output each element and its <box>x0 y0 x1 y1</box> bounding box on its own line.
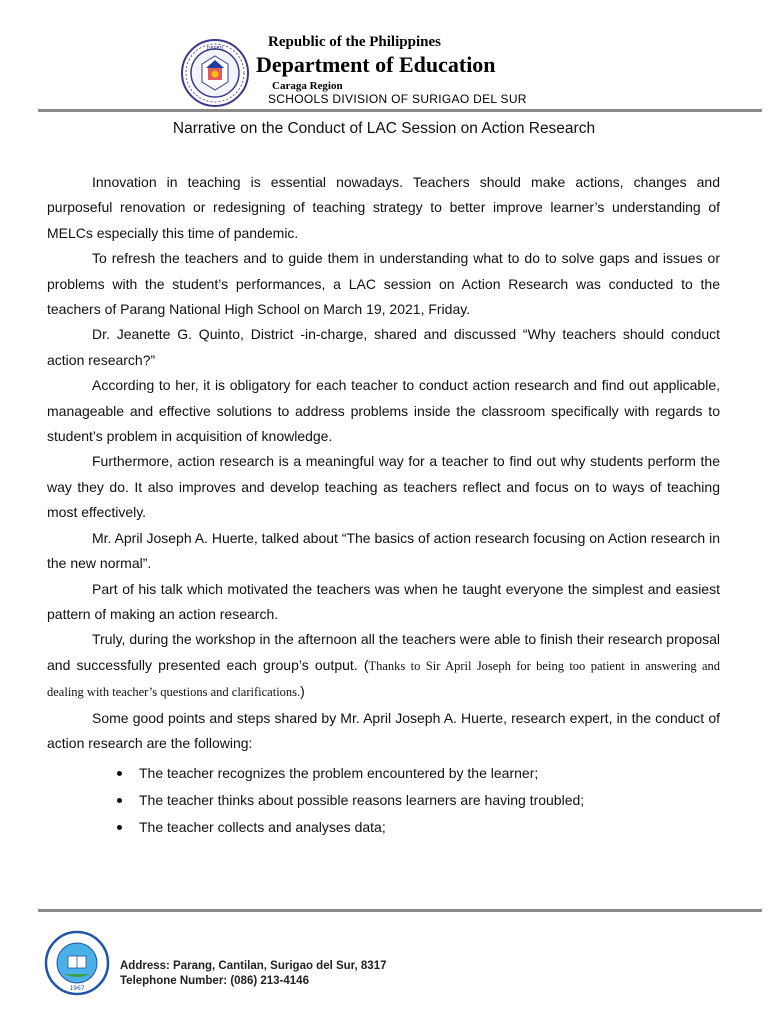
deped-seal-logo <box>180 38 250 108</box>
footer-divider <box>38 909 762 912</box>
list-item-text: The teacher recognizes the problem encountered by the learner; <box>139 765 539 782</box>
footer-address: Address: Parang, Cantilan, Surigao del Sur, 8317 <box>120 960 387 972</box>
paragraph: Part of his talk which motivated the teachers was when he taught everyone the simplest and easiest pattern of making an action research. <box>47 580 720 622</box>
bullet-dot <box>117 798 122 803</box>
bullet-dot <box>117 771 122 776</box>
document-title: Narrative on the Conduct of LAC Session on Action Research <box>172 120 596 137</box>
paragraph-workshop <box>47 627 720 705</box>
steps-list <box>47 760 720 841</box>
workshop-aside: Thanks to Sir April Joseph for being too patient in answering and dealing with teacher’s questions and clarifications. <box>47 658 720 700</box>
workshop-text: Truly, during the workshop in the afternoon all the teachers were able to finish their research proposal and successfully presented each group’s output. ( <box>47 631 720 673</box>
paragraph: Dr. Jeanette G. Quinto, District -in-charge, shared and discussed “Why teachers should conduct action research?” <box>47 326 720 368</box>
list-item <box>47 760 720 787</box>
school-seal-logo <box>44 930 110 996</box>
document-body <box>47 170 720 841</box>
header-divider <box>38 109 762 112</box>
paragraph: Innovation in teaching is essential nowadays. Teachers should make actions, changes and purposeful renovation or redesigning of teaching strategy to better improve learner’s understanding of MELCs especially this time of pandemic. <box>47 174 720 241</box>
workshop-close: ) <box>300 683 305 700</box>
bullet-dot <box>117 825 122 830</box>
list-item-text: The teacher thinks about possible reasons learners are having troubled; <box>139 792 585 809</box>
paragraph: Mr. April Joseph A. Huerte, talked about “The basics of action research focusing on Action research in the new normal”. <box>47 529 721 572</box>
paragraph: According to her, it is obligatory for each teacher to conduct action research and find out applicable, manageable and effective solutions to address problems inside the classroom specifically with regards to student’s problem in acquisition of knowledge. <box>47 377 720 445</box>
header-region: Caraga Region <box>272 80 343 92</box>
list-item <box>47 787 720 814</box>
footer-telephone: Telephone Number: (086) 213-4146 <box>120 975 309 987</box>
header-division: SCHOOLS DIVISION OF SURIGAO DEL SUR <box>268 92 527 106</box>
list-item <box>47 814 720 841</box>
header-republic: Republic of the Philippines <box>268 34 441 50</box>
paragraph: Furthermore, action research is a meaningful way for a teacher to find out why students perform the way they do. It also improves and develop teaching as teachers reflect and focus on to ways of teaching most effectively. <box>47 453 720 521</box>
list-item-text: The teacher collects and analyses data; <box>139 819 386 836</box>
header-department: Department of Education <box>256 52 496 77</box>
svg-text:1967: 1967 <box>69 985 85 992</box>
svg-text:DEPED: DEPED <box>206 46 224 52</box>
paragraph-steps-intro: Some good points and steps shared by Mr. April Joseph A. Huerte, research expert, in the conduct of action research are the following: <box>47 709 720 751</box>
paragraph: To refresh the teachers and to guide them in understanding what to do to solve gaps and issues or problems with the student’s performances, a LAC session on Action Research was conducted to the teachers of Parang National High School on March 19, 2021, Friday. <box>47 250 720 318</box>
